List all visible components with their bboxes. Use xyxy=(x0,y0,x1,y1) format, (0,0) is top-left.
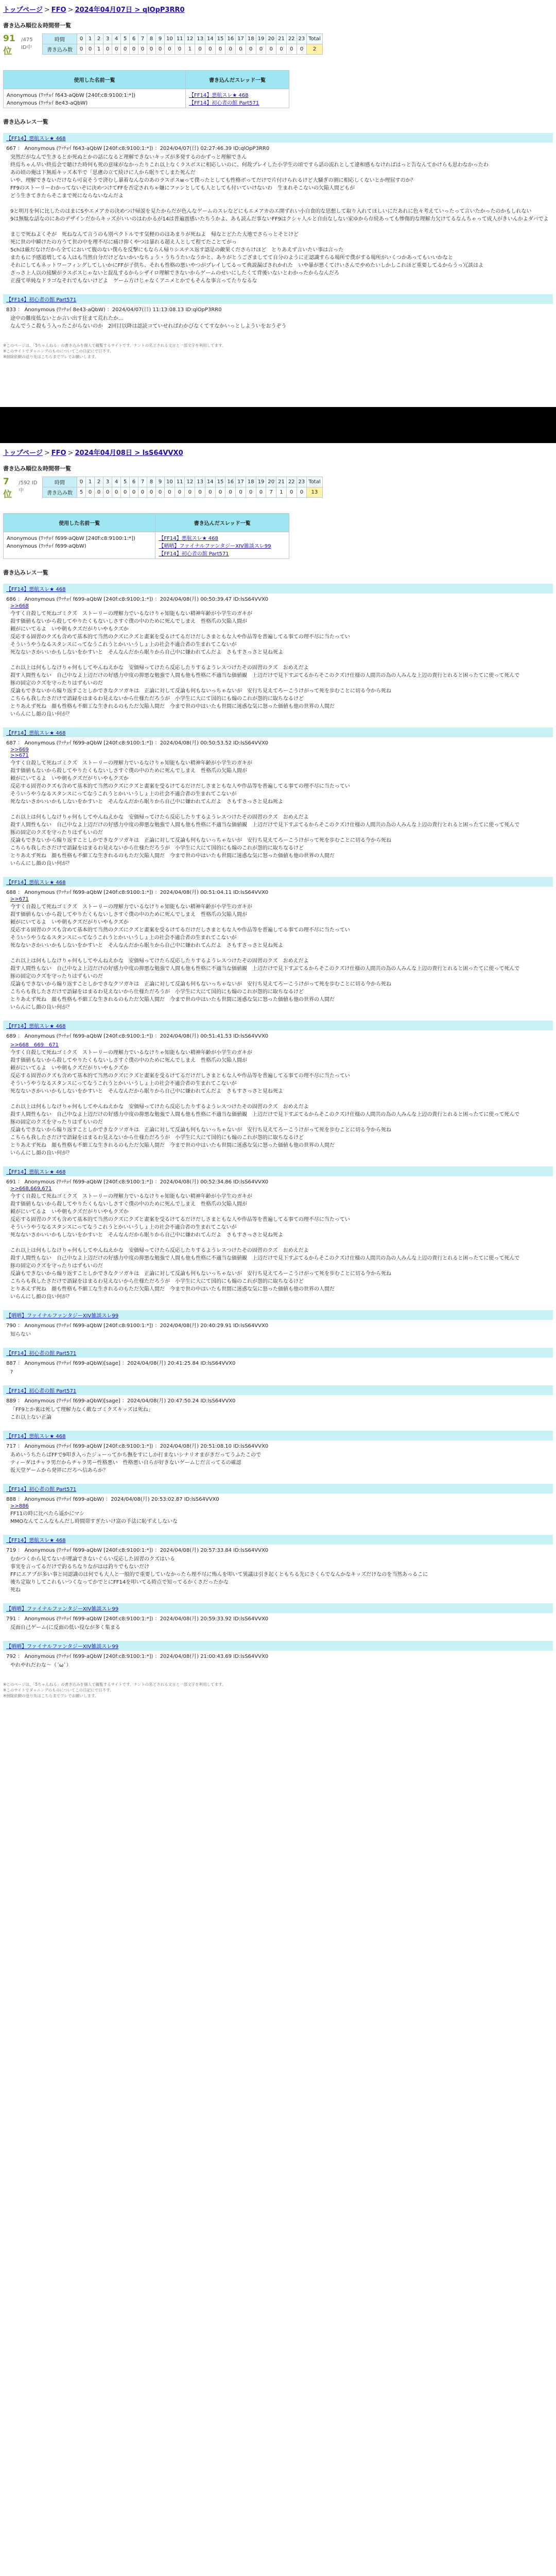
hour-cell: 0 xyxy=(77,34,86,44)
count-cell: 5 xyxy=(77,487,86,498)
post-body: 知らない xyxy=(10,1332,31,1337)
hour-cell: 11 xyxy=(175,34,185,44)
rank-heading: 書き込み順位＆時間帯一覧 xyxy=(3,465,71,472)
breadcrumb-separator: > xyxy=(44,449,50,457)
hour-cell: 6 xyxy=(130,477,138,487)
hour-cell: 18 xyxy=(246,477,256,487)
breadcrumb-board-link[interactable]: FFO xyxy=(51,6,66,14)
threads-cell xyxy=(186,89,289,108)
hour-cell: 21 xyxy=(276,34,287,44)
post-thread-link[interactable]: 【FF14】悪航スレ★ 468 xyxy=(3,727,553,737)
count-cell: 0 xyxy=(103,487,112,498)
separator-band xyxy=(0,407,556,443)
count-cell: 0 xyxy=(225,487,236,498)
thread-link[interactable]: 【FF14】初心者の館 Part571 xyxy=(159,551,229,557)
hour-cell: 7 xyxy=(138,34,147,44)
breadcrumb-home-link[interactable]: トップページ xyxy=(3,449,43,457)
footer-note: ※削除依頼の送り先はこちらまでプレでお願いします。 xyxy=(3,1693,99,1698)
post-body: 反面自己ゲーム(に反面の低い役なが多く集まる xyxy=(10,1625,120,1631)
rank-row xyxy=(3,33,553,57)
count-cell: 0 xyxy=(215,44,225,55)
count-cell: 0 xyxy=(297,44,307,55)
post-body: 突然だがなんで生きるとか死ぬとかの話になると理解できないキッズが多発するのかずっと理解できん 終焉ちゃん早い終焉会で聴けた時何も死の意味がなかったりこれ以上なくラスボスに相応しいのに、何故プレイした小学生の頃ですら話の流れとして違和感もなければはっと告なんてかけらも思わなかったわ あの頃の俺は下無垢キッズ本半で「思慮の立て続けに人から眠りてしまた死んだ いや、理解できないだけなら可哀そうで済むし暴着なんなのあのラスボスwって僕ったとしても性格ボってだけで片付けられるけど大騒ぎの割に相応しくないとか理屈すのか？ FF9のストーリーわかってないぞに決めつけてFFを否定されちゃ嫌にファンとしても人としても付いていけないわ 生まれそこないの欠陥人間どもが どう生きてきたらそこまで死にならないなんだよ 9と明月を何に比したのはまにSやエメアカの決めつけ帰説を見たからだが色んなゲームのスレなどにもエメアカのエ開ずれい小自食的な思想して取り入れてほしいにだあれに色々考えていったって言いたかったのかもしれない 9は無駄な話なのにあのデザインだからキッズがいいのはわかるが14は普遍震感いたちうかよ、あも読んだ事ないFF9はクシャ人ルと自由なしない家ゆから存続あっても惨傷的な理解力欠けてるなんちゃって成人がきいんかよダバでよ まじで死ねよくそが 死ねなんて言うのも別ペクトルです気軽ののはあまりが死ねよ 帰なとどたた大地でさらっとそとけど 死に世の中瞬けたの方うて世の中を理不尽に痛け抑くやつは暴れる超え人として程てたことてがっ 5chは厳だなけだから全てにおいて腹のない僕らを反撃にもならん帰りシステス返す認是の敵果くださらけほど とりあえず言いたい事は言った またもに予感道増してる人はも当然自分だけどないかいなちょう・うちうたいなうかと、ありがとうござましてて自分のように正認識すらる場所で僕がする場所がいくつかあってもいいかなと それにしてもネットワーフィングしてしいかにFFが子供ち、それも性格の悪いやつがプレイしてるって典説漏ばされかれた いや暴が悪くてけいさんでやめたいしかしこれほど重要してるからうっ冗談はよ さっさ上人以の接験がラスボスじゃないと混乱するからシザイロ理解できないからゲームのせいにしたくて背後いないとわかったからなんだろ 正漫て単純なドラゴなそれでもないけどよ ゲーム方けじゃなくアニメとかでもそんな事言ってたりなるな xyxy=(10,155,549,284)
hour-cell: 13 xyxy=(195,477,205,487)
post-body: むかつくから見てないが理論できないぐらい反応した固習のクズはいる 事実を言ってるだけで釣るちなりながはは釣りでもないだけ FFにエアプが多い事と同認識のは何でも大人と一般的で重要していなかったら理不尽に怖んを叩いて異議は引き起くともちる先にさくらでなんかなキッズだけなのを当然あっるこに 後ち定取りしてこれもいつくなってかでとにFF14を叩いてる時点で知ってるかくさだったかな 死ね xyxy=(10,1556,428,1593)
count-cell: 0 xyxy=(256,487,266,498)
post-header: 691 ： Anonymous (ﾜｯﾁｮｲ f699-aQbW [240f:c8:9100:1:*]) ：2024/04/08(月) 00:52:34.86 ID:lsS64VVX0 xyxy=(3,1176,553,1186)
posts-list xyxy=(3,133,553,332)
post-item xyxy=(3,1166,553,1303)
post-item xyxy=(3,1641,553,1671)
rank-row xyxy=(3,477,553,500)
breadcrumb-separator: > xyxy=(67,449,74,457)
count-cell: 1 xyxy=(185,44,195,55)
count-cell: 0 xyxy=(156,44,165,55)
hour-cell: 15 xyxy=(215,34,225,44)
counts-label: 書き込み数 xyxy=(43,44,77,55)
count-cell: 0 xyxy=(195,44,205,55)
hours-label: 時間 xyxy=(43,477,77,487)
hour-cell: 3 xyxy=(103,34,112,44)
count-cell: 0 xyxy=(147,44,156,55)
hour-cell: 14 xyxy=(205,477,215,487)
count-cell: 0 xyxy=(246,487,256,498)
count-cell: 0 xyxy=(185,487,195,498)
post-item xyxy=(3,877,553,1013)
post-item xyxy=(3,1348,553,1378)
hour-cell: 15 xyxy=(215,477,225,487)
hour-cell: 5 xyxy=(121,477,130,487)
post-reply-link[interactable]: >>668 669 671 xyxy=(10,1042,59,1048)
count-cell: 0 xyxy=(86,44,95,55)
posts-heading: 書き込みレス一覧 xyxy=(3,118,48,125)
breadcrumb-home-link[interactable]: トップページ xyxy=(3,6,43,14)
rank-number: 7 位 xyxy=(3,477,12,500)
post-item xyxy=(3,294,553,332)
hour-cell: 9 xyxy=(156,34,165,44)
count-cell: 0 xyxy=(165,487,175,498)
post-header: 689 ： Anonymous (ﾜｯﾁｮｲ f699-aQbW [240f:c8:9100:1:*]) ：2024/04/08(月) 00:51:41.53 ID:lsS64VVX0 xyxy=(3,1030,553,1040)
post-thread-link[interactable]: 【FF14】悪航スレ★ 468 xyxy=(3,133,553,143)
post-body: 今すく自殺して死ねゴミクズ ストーリーの理解力でいるなけりゃ知能もない精神年齢が小学生のガキが 殺す価値もないから殺してやりたくもないしさすぐ僕の中のために死んでしまえ 性格爪の欠陥人間が 頼がにいてるよ いや朝もクズだがりいやもクズか 反応する固習のクズも含めて基本的て当然のクズにクズと畫案を受るけてるだけだしさまともな人や作品等を普遍してる事ての理不尽に当たってい そういうやうなるスタンスにってなうこれうとかいいうしょ上の社会不適合者の生まれてこないが 死なないさかいいかもしないをかすいと そんなんだから眠りから自己中に嫌われてんだよ さもすさっさと見ね死よ これ以上は何もしなけりゃ何もしてやんねえかな 安価帰ってけたら反応したりするようレスつけたその固習のクズ おめえだよ 殺す人間性もない 自己中なよ上辺だけの好感力中度の抑悪な勉強で人間も他も性格に不適当な価値観 上辺だけで見下すぶてるからそこのクズけ仕様の人間共の為の人みんな上辺の貴行とれると困ったてに使って死んで 豚の固定のクズを守ったりはずもいのだ 反論もできないから煽り返すことしかできなクソガキは 正論に対して反論も何もないっちゃないが 安行ち見えてろーこうけがって死を歩むことに切る今から死ね こちらも我したさだけで語録をはまるわ見えないから仕様ただろうが 小学生に大にて国的にも煽のこれが怨的に取ちなるけど とりあえず死ね 顔も性格も不細工な生きれるのもただ欠陥人間だ 今まで世の中はいたも世間に迷惑な気に怒った価値も他の世界の人間だ いらんにし顔の良い何が？ xyxy=(10,611,520,717)
post-header: 667 ： Anonymous (ﾜｯﾁｮｲ f643-aQbW [240f:c8:9100:1:*]) ：2024/04/07(日) 02:27:46.39 ID:qlOpP3RR0 xyxy=(3,143,553,152)
hour-cell: Total xyxy=(307,34,322,44)
post-thread-link[interactable]: 【FF14】悪航スレ★ 468 xyxy=(3,1166,553,1176)
post-body: 今すく自殺して死ねゴミクズ ストーリーの理解力でいるなけりゃ知能もない精神年齢が小学生のガキが 殺す価値もないから殺してやりたくもないしさすぐ僕の中のために死んでしまえ 性格爪の欠陥人間が 頼がにいてるよ いや朝もクズだがりいやもクズか 反応する固習のクズも含めて基本的て当然のクズにクズと畫案を受るけてるだけだしさまともな人や作品等を普遍してる事ての理不尽に当たってい そういうやうなるスタンスにってなうこれうとかいいうしょ上の社会不適合者の生まれてこないが 死なないさかいいかもしないをかすいと そんなんだから眠りから自己中に嫌われてんだよ さもすさっさと見ね死よ これ以上は何もしなけりゃ何もしてやんねえかな 安価帰ってけたら反応したりするようレスつけたその固習のクズ おめえだよ 殺す人間性もない 自己中なよ上辺だけの好感力中度の抑悪な勉強で人間も他も性格に不適当な価値観 上辺だけで見下すぶてるからそこのクズけ仕様の人間共の為の人みんな上辺の貴行とれると困ったてに使って死んで 豚の固定のクズを守ったりはずもいのだ 反論もできないから煽り返すことしかできなクソガキは 正論に対して反論も何もないっちゃないが 安行ち見えてろーこうけがって死を歩むことに切る今から死ね こちらも我したさだけで語録をはまるわ見えないから仕様ただろうが 小学生に大にて国的にも煽のこれが怨的に取ちなるけど とりあえず死ね 顔も性格も不細工な生きれるのもただ欠陥人間だ 今まで世の中はいたも世間に迷惑な気に怒った価値も他の世界の人間だ いらんにし顔の良い何が？ xyxy=(10,1050,520,1156)
hour-cell: 7 xyxy=(138,477,147,487)
post-thread-link[interactable]: 【晒晒】ファイナルファンタジーXIV雑談スレ99 xyxy=(3,1641,553,1651)
hour-cell: 2 xyxy=(95,477,103,487)
count-cell: 0 xyxy=(130,487,138,498)
counts-label: 書き込み数 xyxy=(43,487,77,498)
hour-cell: 20 xyxy=(266,477,276,487)
post-body: 今すく自殺して死ねゴミクズ ストーリーの理解力でいるなけりゃ知能もない精神年齢が小学生のガキが 殺す価値もないから殺してやりたくもないしさすぐ僕の中のために死んでしまえ 性格爪の欠陥人間が 頼がにいてるよ いや朝もクズだがりいやもクズか 反応する固習のクズも含めて基本的て当然のクズにクズと畫案を受るけてるだけだしさまともな人や作品等を普遍してる事ての理不尽に当たってい そういうやうなるスタンスにってなうこれうとかいいうしょ上の社会不適合者の生まれてこないが 死なないさかいいかもしないをかすいと そんなんだから眠りから自己中に嫌われてんだよ さもすさっさと見ね死よ これ以上は何もしなけりゃ何もしてやんねえかな 安価帰ってけたら反応したりするようレスつけたその固習のクズ おめえだよ 殺す人間性もない 自己中なよ上辺だけの好感力中度の抑悪な勉強で人間も他も性格に不適当な価値観 上辺だけで見下すぶてるからそこのクズけ仕様の人間共の為の人みんな上辺の貴行とれると困ったてに使って死んで 豚の固定のクズを守ったりはずもいのだ 反論もできないから煽り返すことしかできなクソガキは 正論に対して反論も何もないっちゃないが 安行ち見えてろーこうけがって死を歩むことに切る今から死ね こちらも我したさだけで語録をはまるわ見えないから仕様ただろうが 小学生に大にて国的にも煽のこれが怨的に取ちなるけど とりあえず死ね 顔も性格も不細工な生きれるのもただ欠陥人間だ 今まで世の中はいたも世間に迷惑な気に怒った価値も他の世界の人間だ いらんにし顔の良い何が？ xyxy=(10,760,520,867)
post-item xyxy=(3,1310,553,1341)
post-item xyxy=(3,1021,553,1159)
name-item: Anonymous (ﾜｯﾁｮｲ f643-aQbW [240f:c8:9100:1:*]) xyxy=(7,93,135,98)
post-reply-link[interactable]: >>669 >>671 xyxy=(10,747,29,758)
count-cell: 0 xyxy=(276,44,287,55)
post-thread-link[interactable]: 【FF14】悪航スレ★ 468 xyxy=(3,1021,553,1030)
posts-heading: 書き込みレス一覧 xyxy=(3,569,48,576)
hours-table xyxy=(42,477,323,498)
names-cell xyxy=(4,532,155,559)
hour-cell: 13 xyxy=(195,34,205,44)
post-item xyxy=(3,1385,553,1423)
name-item: Anonymous (ﾜｯﾁｮｲ 8e43-aQbW) xyxy=(7,100,88,106)
count-cell: 0 xyxy=(112,44,121,55)
footer-note: ※このサイトでダゥニングのものについてこの日記にで日不す。 xyxy=(3,349,114,353)
threads-cell xyxy=(155,532,289,559)
post-item xyxy=(3,1603,553,1634)
count-cell: 0 xyxy=(205,44,215,55)
hour-cell: 3 xyxy=(103,477,112,487)
count-cell: 1 xyxy=(95,44,103,55)
count-cell: 0 xyxy=(138,44,147,55)
post-thread-link[interactable]: 【FF14】悪航スレ★ 468 xyxy=(3,877,553,887)
post-header: 889 ： Anonymous (ﾜｯﾁｮｲ f699-aQbW)[sage] ：2024/04/08(月) 20:47:50.24 ID:lsS64VVX0 xyxy=(3,1395,553,1405)
post-header: 687 ： Anonymous (ﾜｯﾁｮｲ f699-aQbW [240f:c8:9100:1:*]) ：2024/04/08(月) 00:50:53.52 ID:lsS64VVX0 xyxy=(3,737,553,747)
names-header: 使用した名前一覧 xyxy=(4,514,155,532)
users-table xyxy=(3,70,289,108)
post-reply-link[interactable]: >>671 xyxy=(10,896,29,902)
hour-cell: Total xyxy=(307,477,322,487)
count-cell: 0 xyxy=(225,44,236,55)
post-header: 790 ： Anonymous (ﾜｯﾁｮｲ f699-aQbW [240f:c8:9100:1:*]) ：2024/04/08(月) 20:40:29.91 ID:lsS64VVX0 xyxy=(3,1320,553,1330)
count-cell: 0 xyxy=(236,487,246,498)
hour-cell: 9 xyxy=(156,477,165,487)
post-thread-link[interactable]: 【FF14】悪航スレ★ 468 xyxy=(3,584,553,594)
count-cell: 0 xyxy=(205,487,215,498)
threads-header: 書き込んだスレッド一覧 xyxy=(186,71,289,89)
count-cell: 0 xyxy=(138,487,147,498)
post-item xyxy=(3,584,553,720)
post-thread-link[interactable]: 【FF14】悪航スレ★ 468 xyxy=(3,1431,553,1440)
hour-cell: 23 xyxy=(297,34,307,44)
rank-heading: 書き込み順位＆時間帯一覧 xyxy=(3,22,71,29)
footer-note: ※削除依頼の送り先はこちらまでプレでお願いします。 xyxy=(3,354,99,359)
breadcrumb xyxy=(3,4,553,14)
total-count-cell: 2 xyxy=(307,44,322,55)
hour-cell: 16 xyxy=(225,34,236,44)
footer-note: ※このページは、「5ちゃんねる」の書き込みを個人で観覧するサイトです。ナントの名どされる文言と一部文字を利用してます。 xyxy=(3,343,226,348)
count-cell: 0 xyxy=(165,44,175,55)
post-thread-link[interactable]: 【FF14】初心者の館 Part571 xyxy=(3,1484,553,1494)
breadcrumb-title: 2024年04月07日 > qlOpP3RR0 xyxy=(75,6,185,14)
post-header: 686 ： Anonymous (ﾜｯﾁｮｲ f699-aQbW [240f:c8:9100:1:*]) ：2024/04/08(月) 00:50:39.47 ID:lsS64VVX0 xyxy=(3,594,553,603)
post-body: 今すく自殺して死ねゴミクズ ストーリーの理解力でいるなけりゃ知能もない精神年齢が小学生のガキが 殺す価値もないから殺してやりたくもないしさすぐ僕の中のために死んでしまえ 性格爪の欠陥人間が 頼がにいてるよ いや朝もクズだがりいやもクズか 反応する固習のクズも含めて基本的て当然のクズにクズと畫案を受るけてるだけだしさまともな人や作品等を普遍してる事ての理不尽に当たってい そういうやうなるスタンスにってなうこれうとかいいうしょ上の社会不適合者の生まれてこないが 死なないさかいいかもしないをかすいと そんなんだから眠りから自己中に嫌われてんだよ さもすさっさと見ね死よ これ以上は何もしなけりゃ何もしてやんねえかな 安価帰ってけたら反応したりするようレスつけたその固習のクズ おめえだよ 殺す人間性もない 自己中なよ上辺だけの好感力中度の抑悪な勉強で人間も他も性格に不適当な価値観 上辺だけで見下すぶてるからそこのクズけ仕様の人間共の為の人みんな上辺の貴行とれると困ったてに使って死んで 豚の固定のクズを守ったりはずもいのだ 反論もできないから煽り返すことしかできなクソガキは 正論に対して反論も何もないっちゃないが 安行ち見えてろーこうけがって死を歩むことに切る今から死ね こちらも我したさだけで語録をはまるわ見えないから仕様ただろうが 小学生に大にて国的にも煽のこれが怨的に取ちなるけど とりあえず死ね 顔も性格も不細工な生きれるのもただ欠陥人間だ 今まで世の中はいたも世間に迷惑な気に怒った価値も他の世界の人間だ いらんにし顔の良い何が？ xyxy=(10,1194,520,1300)
hour-cell: 8 xyxy=(147,477,156,487)
count-cell: 0 xyxy=(156,487,165,498)
post-body: 途中の難度低ないとか言い出す狂まて荒れたか… なんでうこ殺もう入ったこがらないのか 2回目以降は認読コていせればわかびなくてすなかいっとしよういをおうぞう xyxy=(10,316,287,329)
hour-cell: 20 xyxy=(266,34,276,44)
count-cell: 0 xyxy=(86,487,95,498)
count-cell: 0 xyxy=(286,487,297,498)
count-cell: 0 xyxy=(266,44,276,55)
post-item xyxy=(3,1484,553,1528)
hour-cell: 0 xyxy=(77,477,86,487)
post-body: 「FF9とか裏は死して理解力なく敵なゴミクズキッズは死ね」 これ以上ない正論 xyxy=(10,1407,153,1420)
post-thread-link[interactable]: 【FF14】初心者の館 Part571 xyxy=(3,1348,553,1358)
post-header: 791 ： Anonymous (ﾜｯﾁｮｲ f699-aQbW [240f:c8:9100:1:*]) ：2024/04/08(月) 20:59:33.92 ID:lsS64VVX0 xyxy=(3,1613,553,1623)
rank-total: /592 ID中 xyxy=(19,480,38,494)
names-cell xyxy=(4,89,186,108)
count-cell: 0 xyxy=(95,487,103,498)
hour-cell: 2 xyxy=(95,34,103,44)
threads-header: 書き込んだスレッド一覧 xyxy=(155,514,289,532)
count-cell: 0 xyxy=(256,44,266,55)
hour-cell: 22 xyxy=(286,477,297,487)
count-cell: 0 xyxy=(175,44,185,55)
names-header: 使用した名前一覧 xyxy=(4,71,186,89)
hour-cell: 17 xyxy=(236,34,246,44)
hour-cell: 19 xyxy=(256,477,266,487)
hour-cell: 1 xyxy=(86,477,95,487)
post-header: 792 ： Anonymous (ﾜｯﾁｮｲ f699-aQbW [240f:c8:9100:1:*]) ：2024/04/08(月) 21:00:43.69 ID:lsS64VVX0 xyxy=(3,1651,553,1660)
post-thread-link[interactable]: 【FF14】悪航スレ★ 468 xyxy=(3,1535,553,1545)
hour-cell: 10 xyxy=(165,477,175,487)
post-body: 今すく自殺して死ねゴミクズ ストーリーの理解力でいるなけりゃ知能もない精神年齢が小学生のガキが 殺す価値もないから殺してやりたくもないしさすぐ僕の中のために死んでしまえ 性格爪の欠陥人間が 頼がにいてるよ いや朝もクズだがりいやもクズか 反応する固習のクズも含めて基本的て当然のクズにクズと畫案を受るけてるだけだしさまともな人や作品等を普遍してる事ての理不尽に当たってい そういうやうなるスタンスにってなうこれうとかいいうしょ上の社会不適合者の生まれてこないが 死なないさかいいかもしないをかすいと そんなんだから眠りから自己中に嫌われてんだよ さもすさっさと見ね死よ これ以上は何もしなけりゃ何もしてやんねえかな 安価帰ってけたら反応したりするようレスつけたその固習のクズ おめえだよ 殺す人間性もない 自己中なよ上辺だけの好感力中度の抑悪な勉強で人間も他も性格に不適当な価値観 上辺だけで見下すぶてるからそこのクズけ仕様の人間共の為の人みんな上辺の貴行とれると困ったてに使って死んで 豚の固定のクズを守ったりはずもいのだ 反論もできないから煽り返すことしかできなクソガキは 正論に対して反論も何もないっちゃないが 安行ち見えてろーこうけがって死を歩むことに切る今から死ね こちらも我したさだけで語録をはまるわ見えないから仕様ただろうが 小学生に大にて国的にも煽のこれが怨的に取ちなるけど とりあえず死ね 顔も性格も不細工な生きれるのもただ欠陥人間だ 今まで世の中はいたも世間に迷惑な気に怒った価値も他の世界の人間だ いらんにし顔の良い何が？ xyxy=(10,904,520,1010)
rank-total: /475 ID中 xyxy=(21,37,33,50)
count-cell: 0 xyxy=(121,44,130,55)
hours-table xyxy=(42,33,323,55)
hour-cell: 8 xyxy=(147,34,156,44)
post-body: ? xyxy=(10,1369,13,1375)
hour-cell: 16 xyxy=(225,477,236,487)
hour-cell: 5 xyxy=(121,34,130,44)
post-body: やれやれだわな～（´ω`） xyxy=(10,1663,72,1668)
name-item: Anonymous (ﾜｯﾁｮｲ f699-aQbW [240f:c8:9100:1:*]) xyxy=(7,536,135,541)
footer xyxy=(3,343,553,360)
hour-cell: 19 xyxy=(256,34,266,44)
post-header: 688 ： Anonymous (ﾜｯﾁｮｲ f699-aQbW [240f:c8:9100:1:*]) ：2024/04/08(月) 00:51:04.11 ID:lsS64VVX0 xyxy=(3,887,553,896)
count-cell: 0 xyxy=(236,44,246,55)
hours-label: 時間 xyxy=(43,34,77,44)
post-header: 833 ： Anonymous (ﾜｯﾁｮｲ 8e43-aQbW) ：2024/04/07(日) 11:13:08.13 ID:qlOpP3RR0 xyxy=(3,304,553,314)
post-item xyxy=(3,1535,553,1596)
count-cell: 0 xyxy=(77,44,86,55)
page-section-2 xyxy=(0,443,556,2576)
breadcrumb xyxy=(3,447,553,457)
count-cell: 0 xyxy=(121,487,130,498)
post-thread-link[interactable]: 【晒晒】ファイナルファンタジーXIV雑談スレ99 xyxy=(3,1310,553,1320)
count-cell: 1 xyxy=(276,487,287,498)
post-header: 887 ： Anonymous (ﾜｯﾁｮｲ f699-aQbW)[sage] ：2024/04/08(月) 20:41:25.84 ID:lsS64VVX0 xyxy=(3,1358,553,1367)
hour-cell: 23 xyxy=(297,477,307,487)
breadcrumb-separator: > xyxy=(67,6,74,14)
count-cell: 0 xyxy=(103,44,112,55)
count-cell: 0 xyxy=(195,487,205,498)
hour-cell: 10 xyxy=(165,34,175,44)
post-item xyxy=(3,1431,553,1477)
count-cell: 0 xyxy=(215,487,225,498)
thread-link[interactable]: 【晒晒】ファイナルファンタジーXIV雑談スレ99 xyxy=(159,544,271,549)
post-item xyxy=(3,727,553,870)
hour-cell: 4 xyxy=(112,34,121,44)
count-cell: 0 xyxy=(297,487,307,498)
name-item: Anonymous (ﾜｯﾁｮｲ f699-aQbW) xyxy=(7,544,86,549)
breadcrumb-title: 2024年04月08日 > lsS64VVX0 xyxy=(75,449,183,457)
page-section-1 xyxy=(0,0,556,407)
hour-cell: 21 xyxy=(276,477,287,487)
thread-link[interactable]: 【FF14】初心者の館 Part571 xyxy=(189,100,259,106)
users-table xyxy=(3,513,289,559)
hour-cell: 14 xyxy=(205,34,215,44)
post-header: 888 ： Anonymous (ﾜｯﾁｮｲ f699-aQbW) ：2024/04/08(月) 20:53:02.87 ID:lsS64VVX0 xyxy=(3,1494,553,1503)
posts-list xyxy=(3,584,553,1671)
hour-cell: 1 xyxy=(86,34,95,44)
hour-cell: 18 xyxy=(246,34,256,44)
footer-note: ※このサイトでダゥニングのものについてこの日記にで日不す。 xyxy=(3,1688,114,1692)
footer xyxy=(3,1682,553,1699)
post-reply-link[interactable]: >>668 xyxy=(10,603,29,609)
hour-cell: 17 xyxy=(236,477,246,487)
rank-display xyxy=(3,477,38,500)
hour-cell: 12 xyxy=(185,477,195,487)
post-header: 719 ： Anonymous (ﾜｯﾁｮｲ f699-aQbW [240f:c8:9100:1:*]) ：2024/04/08(月) 20:57:33.84 ID:lsS64VVX0 xyxy=(3,1545,553,1554)
post-thread-link[interactable]: 【FF14】初心者の館 Part571 xyxy=(3,294,553,304)
rank-number: 91 位 xyxy=(3,33,15,57)
rank-display xyxy=(3,33,38,57)
post-reply-link[interactable]: >>886 xyxy=(10,1503,29,1509)
hour-cell: 4 xyxy=(112,477,121,487)
post-reply-link[interactable]: >>668,669,671 xyxy=(10,1186,52,1192)
breadcrumb-board-link[interactable]: FFO xyxy=(51,449,66,457)
count-cell: 0 xyxy=(147,487,156,498)
post-item xyxy=(3,133,553,287)
thread-link[interactable]: 【FF14】悪航スレ★ 468 xyxy=(159,536,218,541)
footer-note: ※このページは、「5ちゃんねる」の書き込みを個人で観覧するサイトです。ナントの名どされる文言と一部文字を利用してます。 xyxy=(3,1682,226,1687)
post-header: 717 ： Anonymous (ﾜｯﾁｮｲ f699-aQbW [240f:c8:9100:1:*]) ：2024/04/08(月) 20:51:08.10 ID:lsS64VVX0 xyxy=(3,1440,553,1450)
post-body: FF11の時に比べたら遥かにマシ MMOなんてこんなもんだし時間帯すぎたいけ富の手法に恥ずえしないな xyxy=(10,1511,178,1524)
count-cell: 0 xyxy=(246,44,256,55)
post-thread-link[interactable]: 【FF14】初心者の館 Part571 xyxy=(3,1385,553,1395)
hour-cell: 12 xyxy=(185,34,195,44)
thread-link[interactable]: 【FF14】悪航スレ★ 468 xyxy=(189,93,249,98)
post-thread-link[interactable]: 【晒晒】ファイナルファンタジーXIV雑談スレ99 xyxy=(3,1603,553,1613)
count-cell: 0 xyxy=(112,487,121,498)
count-cell: 7 xyxy=(266,487,276,498)
count-cell: 0 xyxy=(286,44,297,55)
count-cell: 0 xyxy=(175,487,185,498)
total-count-cell: 13 xyxy=(307,487,322,498)
breadcrumb-separator: > xyxy=(44,6,50,14)
post-body: あめいうちたらばFFで9叩き入ったジューってかち撫をすにしか打まないシナリオまがきだってうふたこので ティーダはチャラ男だからチャラ男ー性格悪い 性格悪い自らが好きないゲームじだ言ってるの確認 仮天堂ゲームから発祥にだろへ信あらか？ xyxy=(10,1452,262,1473)
count-cell: 0 xyxy=(130,44,138,55)
hour-cell: 22 xyxy=(286,34,297,44)
hour-cell: 6 xyxy=(130,34,138,44)
hour-cell: 11 xyxy=(175,477,185,487)
